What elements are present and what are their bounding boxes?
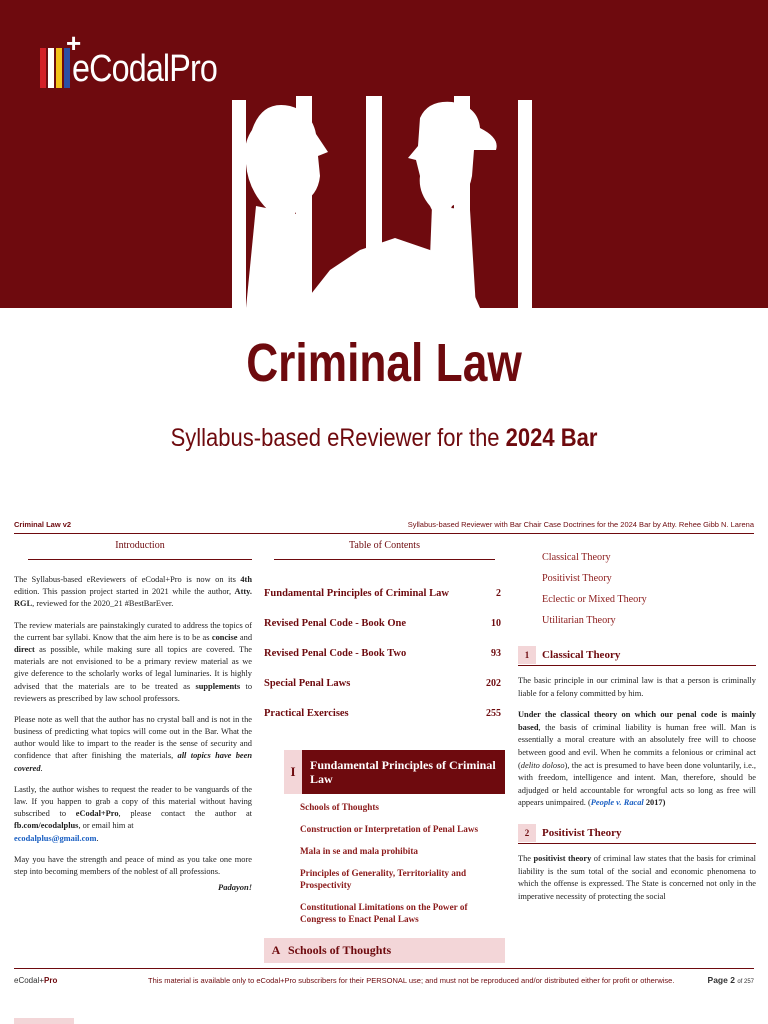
sub-item-link[interactable]: Construction or Interpretation of Penal Laws — [300, 823, 479, 834]
logo-text: eCodalPro — [72, 48, 217, 90]
signoff: Padayon! — [218, 882, 252, 893]
email-link[interactable]: ecodalplus@gmail.com — [14, 833, 97, 843]
sub-item-link[interactable]: Mala in se and mala prohibita — [300, 845, 419, 856]
header-doc-description: Syllabus-based Reviewer with Bar Chair Case Doctrines for the 2024 Bar by Atty. Rehee Gibb N. Larena — [407, 520, 754, 529]
intro-paragraph: The review materials are painstakingly curated to address the topics of the current bar syllabi. Know that the aim here is to be as concise and direct as possible, while making sure all topics are covered. The materials are not envisioned to be a primary review material as we give deference to the scholarly works of legal luminaries. It is highly advised that the materials are to be treated as supplements to reviewers as prescribed by law school professors. — [14, 620, 253, 703]
sub-item-link[interactable]: Principles of Generality, Territoriality and Prospectivity — [300, 867, 467, 890]
section-heading — [264, 938, 505, 963]
toc-item[interactable]: Fundamental Principles of Criminal Law 2 — [264, 588, 501, 599]
page-number: Page 2 of 257 — [707, 975, 754, 985]
ecodalpro-logo — [40, 28, 243, 88]
logo-bars-icon — [40, 28, 82, 88]
theory-link[interactable]: Positivist Theory — [542, 573, 612, 584]
part-number: I — [284, 750, 302, 794]
logo-plus: + — [66, 28, 82, 58]
part-sub-list — [264, 802, 505, 926]
toc-column — [264, 540, 505, 963]
positivist-theory-heading: 2 Positivist Theory — [518, 822, 756, 844]
intro-paragraph: Lastly, the author wishes to request the reader to be vanguards of the law. If you happen to grab a copy of this material without having subscribed to eCodal+Pro, please contact the author at fb.com/ecodalplus, or email him at ecodalplus@gmail.com. — [14, 784, 252, 843]
facebook-link[interactable]: fb.com/ecodalplus — [14, 821, 79, 831]
page-header — [14, 518, 754, 534]
intro-paragraph: The Syllabus-based eReviewers of eCodal+Pro is now on its 4th edition. This passion project started in 2021 while the author, Atty. RGL, reviewed for the 2020_21 #BestBarEver. — [14, 575, 252, 609]
theory-link[interactable]: Classical Theory — [542, 552, 611, 563]
toc-item[interactable]: Revised Penal Code - Book Two 93 — [264, 648, 501, 659]
document-subtitle: Syllabus-based eReviewer for the 2024 Bar — [170, 424, 598, 452]
document-title: Criminal Law — [246, 333, 522, 393]
subtitle-year: 2024 Bar — [505, 424, 598, 452]
introduction-heading: Introduction — [28, 540, 252, 560]
body-paragraph: The positivist theory of criminal law states that the basis for criminal liability is the sum total of the social and economic phenomena to which the offense is expressed. The State is concerned not only in the imperative necessity of protecting the social — [518, 854, 756, 901]
body-paragraph: The basic principle in our criminal law is that a person is criminally liable for a felony committed by him. — [518, 676, 756, 698]
header-doc-version: Criminal Law v2 — [14, 520, 72, 529]
case-citation-link[interactable]: People v. Racal — [590, 798, 644, 808]
toc-item[interactable]: Special Penal Laws 202 — [264, 678, 501, 689]
body-paragraph: Under the classical theory on which our penal code is mainly based, the basis of criminal liability is human free will. Man is essentially a moral creature with an absolutely free will to choose between good and evil. When he commits a felonious or criminal act (delito doloso), the act is presumed to have been done voluntarily, i.e., with freedom, intelligence and intent. Man, therefore, should be adjudged or held accountable for wrongful acts so long as free will appears unimpaired. (People v. Racal 2017) — [518, 710, 756, 808]
theory-link[interactable]: Eclectic or Mixed Theory — [542, 594, 647, 605]
part-title: Fundamental Principles of Criminal Law — [302, 750, 505, 794]
part-heading — [284, 750, 505, 794]
intro-paragraph: May you have the strength and peace of mind as you take one more step into becoming members of the noblest of all professions. — [14, 854, 252, 876]
introduction-column — [14, 540, 252, 892]
page-footer — [14, 968, 754, 988]
classical-theory-heading: 1 Classical Theory — [518, 644, 756, 666]
content-column — [518, 540, 756, 904]
corner-tab — [14, 1018, 74, 1024]
section-letter: A — [271, 942, 281, 957]
theory-links — [518, 552, 756, 636]
theory-link[interactable]: Utilitarian Theory — [542, 615, 616, 626]
toc-list — [264, 588, 505, 738]
toc-item[interactable]: Revised Penal Code - Book One 10 — [264, 618, 501, 629]
section-label: Schools of Thoughts — [288, 942, 392, 957]
footer-brand: eCodal+Pro — [14, 976, 58, 985]
sub-item-link[interactable]: Constitutional Limitations on the Power of Congress to Enact Penal Laws — [300, 901, 468, 924]
cover-banner — [0, 0, 768, 308]
toc-item[interactable]: Practical Exercises 255 — [264, 708, 501, 719]
toc-heading: Table of Contents — [274, 540, 495, 560]
intro-paragraph: Please note as well that the author has no crystal ball and is not in the business of predicting what topics will come out in the Bar. What the author would like to impart to the reader is the sense of security and confidence that after finishing the materials, all topics have been covered. — [14, 714, 253, 773]
footer-notice: This material is available only to eCodal+Pro subscribers for their PERSONAL use; and must not be reproduced and/or distributed either for profit or otherwise. — [148, 976, 675, 985]
sub-item-link[interactable]: Schools of Thoughts — [300, 802, 379, 812]
